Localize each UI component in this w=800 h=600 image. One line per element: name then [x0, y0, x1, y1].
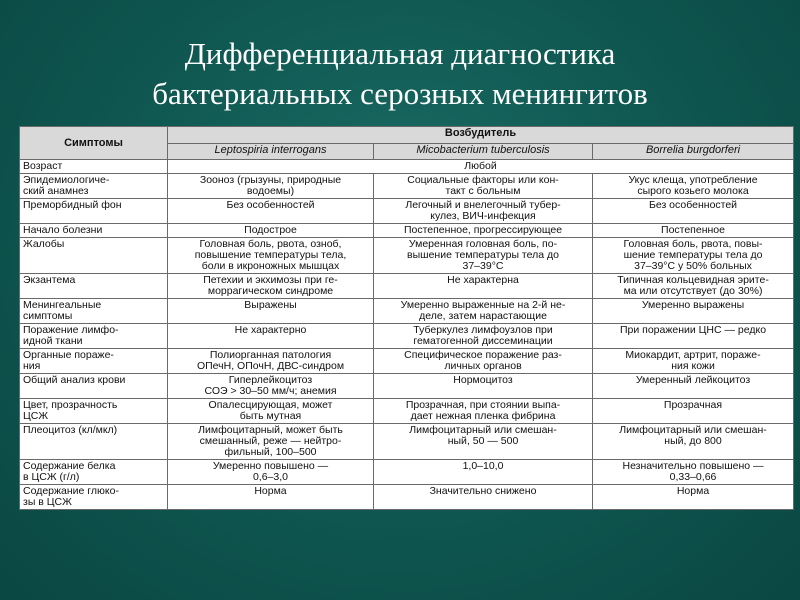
value-cell: Постепенное: [593, 224, 794, 238]
diagnosis-table-container: [19, 126, 793, 510]
value-cell: Умеренно выраженные на 2-й не- деле, затем нарастающие: [374, 299, 593, 324]
value-cell: Нормоцитоз: [374, 374, 593, 399]
value-cell: Подострое: [168, 224, 374, 238]
value-cell: Значительно снижено: [374, 485, 593, 510]
value-cell: Умеренная головная боль, по- вышение температуры тела до 37–39°С: [374, 238, 593, 274]
table-row: [20, 174, 794, 199]
value-cell: Прозрачная, при стоянии выпа- дает нежная пленка фибрина: [374, 399, 593, 424]
value-cell: Лимфоцитарный или смешан- ный, 50 — 500: [374, 424, 593, 460]
symptom-cell: Общий анализ крови: [20, 374, 168, 399]
value-cell: Не характерно: [168, 324, 374, 349]
symptom-cell: Содержание белка в ЦСЖ (г/л): [20, 460, 168, 485]
table-row: [20, 199, 794, 224]
table-row: [20, 399, 794, 424]
value-cell: Петехии и экхимозы при ге- моррагическом синдроме: [168, 274, 374, 299]
value-cell: Лимфоцитарный или смешан- ный, до 800: [593, 424, 794, 460]
value-cell: Без особенностей: [168, 199, 374, 224]
table-row: [20, 324, 794, 349]
pathogen-mycobacterium-header: Micobacterium tuberculosis: [374, 144, 593, 160]
value-cell: Гиперлейкоцитоз СОЭ > 30–50 мм/ч; анемия: [168, 374, 374, 399]
value-cell: Прозрачная: [593, 399, 794, 424]
value-cell: Головная боль, рвота, озноб, повышение температуры тела, боли в икроножных мышцах: [168, 238, 374, 274]
symptom-cell: Содержание глюко- зы в ЦСЖ: [20, 485, 168, 510]
symptom-cell: Менингеальные симптомы: [20, 299, 168, 324]
value-cell: Норма: [593, 485, 794, 510]
value-cell: Головная боль, рвота, повы- шение температуры тела до 37–39°С у 50% больных: [593, 238, 794, 274]
slide-title: [0, 34, 800, 114]
symptom-cell: Возраст: [20, 160, 168, 174]
value-cell: При поражении ЦНС — редко: [593, 324, 794, 349]
pathogen-leptospira-header: Leptospiria interrogans: [168, 144, 374, 160]
symptom-cell: Органные пораже- ния: [20, 349, 168, 374]
title-line-2: бактериальных серозных менингитов: [152, 76, 648, 111]
table-row: [20, 374, 794, 399]
symptom-cell: Плеоцитоз (кл/мкл): [20, 424, 168, 460]
table-row: [20, 349, 794, 374]
table-row: [20, 160, 794, 174]
pathogen-borrelia-header: Borrelia burgdorferi: [593, 144, 794, 160]
value-cell: Лимфоцитарный, может быть смешанный, реже — нейтро- фильный, 100–500: [168, 424, 374, 460]
symptom-cell: Цвет, прозрачность ЦСЖ: [20, 399, 168, 424]
value-cell: Постепенное, прогрессирующее: [374, 224, 593, 238]
value-cell: Полиорганная патология ОПечН, ОПочН, ДВС-синдром: [168, 349, 374, 374]
value-cell: Легочный и внелегочный тубер- кулез, ВИЧ-инфекция: [374, 199, 593, 224]
value-cell: Социальные факторы или кон- такт с больным: [374, 174, 593, 199]
table-row: [20, 460, 794, 485]
value-cell: Умеренный лейкоцитоз: [593, 374, 794, 399]
table-row: [20, 274, 794, 299]
table-row: [20, 224, 794, 238]
symptom-cell: Эпидемиологиче- ский анамнез: [20, 174, 168, 199]
value-cell: Умеренно повышено — 0,6–3,0: [168, 460, 374, 485]
table-body: [20, 160, 794, 510]
value-cell: Не характерна: [374, 274, 593, 299]
table-row: [20, 485, 794, 510]
symptom-cell: Начало болезни: [20, 224, 168, 238]
value-cell: Опалесцирующая, может быть мутная: [168, 399, 374, 424]
pathogen-header: Возбудитель: [168, 127, 794, 144]
value-cell: Туберкулез лимфоузлов при гематогенной диссеминации: [374, 324, 593, 349]
value-cell: Специфическое поражение раз- личных органов: [374, 349, 593, 374]
value-cell: Любой: [168, 160, 794, 174]
symptom-cell: Жалобы: [20, 238, 168, 274]
value-cell: Незначительно повышено — 0,33–0,66: [593, 460, 794, 485]
value-cell: Умеренно выражены: [593, 299, 794, 324]
value-cell: Укус клеща, употребление сырого козьего молока: [593, 174, 794, 199]
table-row: [20, 424, 794, 460]
table-row: [20, 299, 794, 324]
symptom-cell: Преморбидный фон: [20, 199, 168, 224]
symptom-cell: Экзантема: [20, 274, 168, 299]
symptom-cell: Поражение лимфо- идной ткани: [20, 324, 168, 349]
value-cell: Зооноз (грызуны, природные водоемы): [168, 174, 374, 199]
value-cell: 1,0–10,0: [374, 460, 593, 485]
value-cell: Типичная кольцевидная эрите- ма или отсутствует (до 30%): [593, 274, 794, 299]
table-row: [20, 238, 794, 274]
value-cell: Без особенностей: [593, 199, 794, 224]
title-line-1: Дифференциальная диагностика: [184, 36, 616, 71]
value-cell: Норма: [168, 485, 374, 510]
diagnosis-table: [19, 126, 794, 510]
symptoms-header: Симптомы: [20, 127, 168, 160]
value-cell: Выражены: [168, 299, 374, 324]
value-cell: Миокардит, артрит, пораже- ния кожи: [593, 349, 794, 374]
